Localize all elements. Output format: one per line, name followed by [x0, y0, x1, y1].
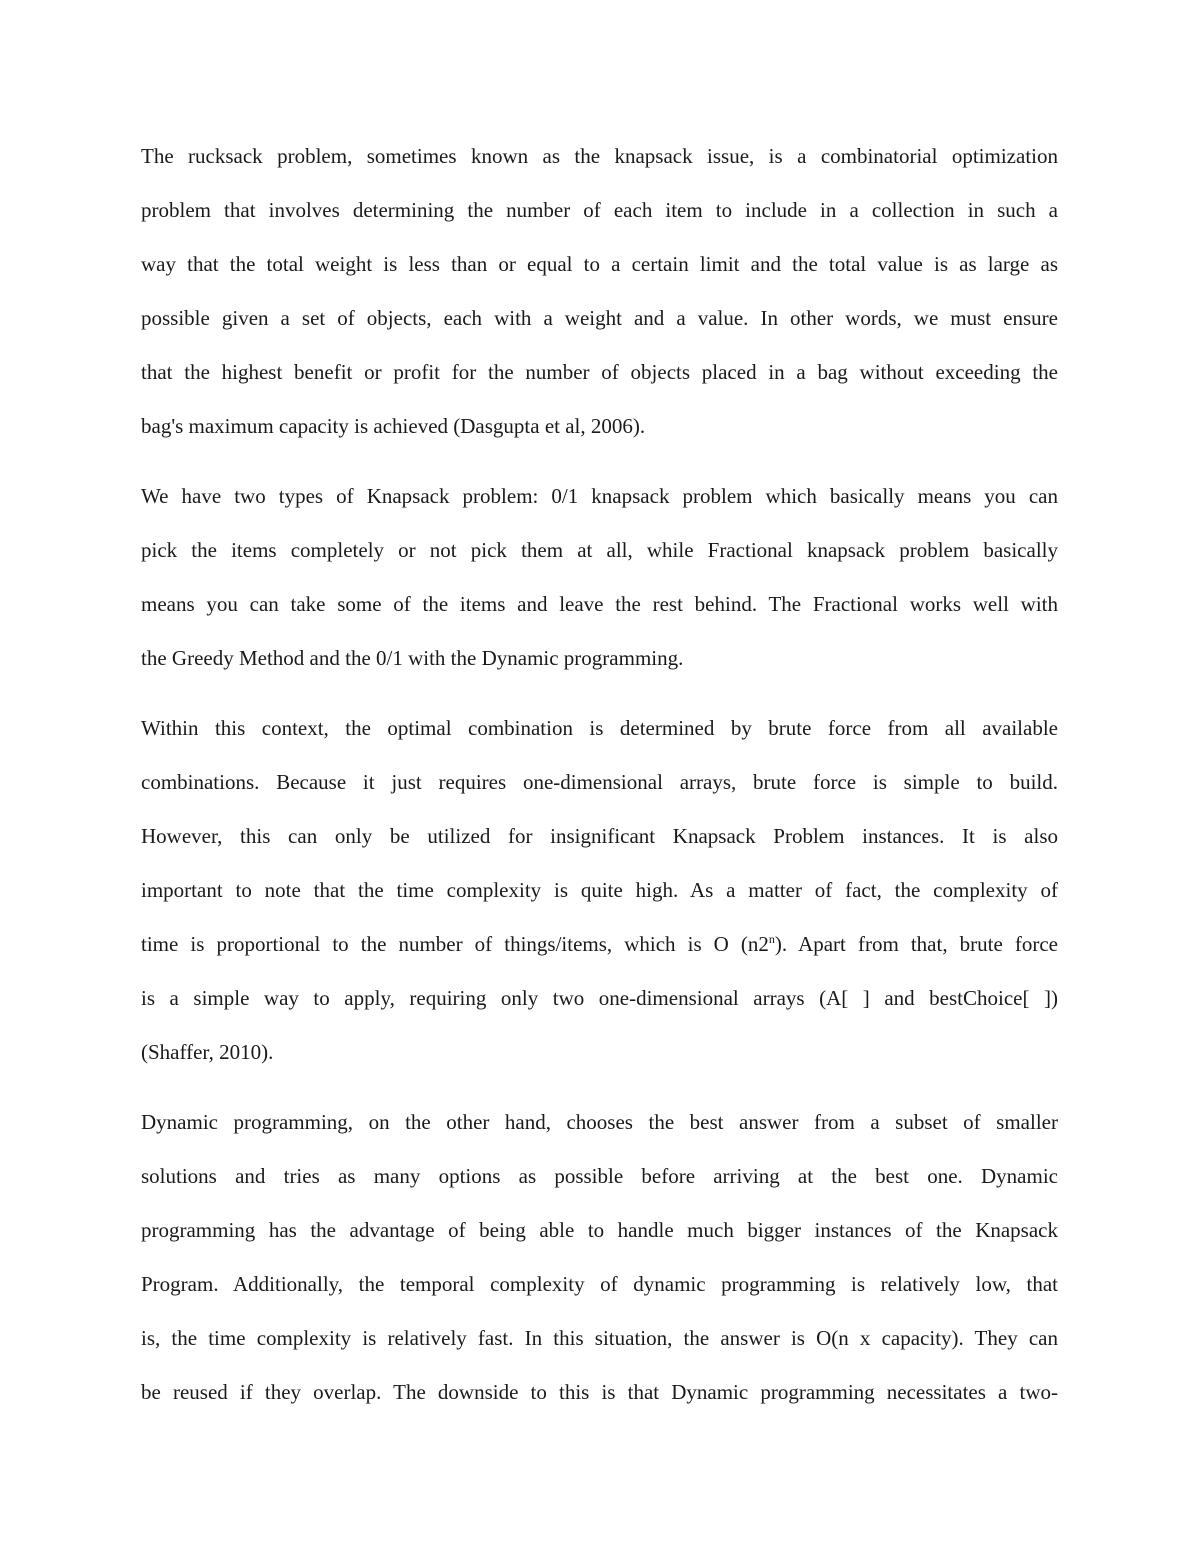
text-line: way that the total weight is less than or equal to a certain limit and the total value is as large as	[141, 252, 1058, 276]
paragraph-knapsack-types	[141, 469, 1058, 685]
text-line: is a simple way to apply, requiring only two one-dimensional arrays (A[ ] and bestChoice[ ])	[141, 986, 1058, 1010]
text-line: problem that involves determining the number of each item to include in a collection in such a	[141, 198, 1058, 222]
paragraph-dynamic-programming	[141, 1095, 1058, 1419]
text-line: solutions and tries as many options as possible before arriving at the best one. Dynamic	[141, 1164, 1058, 1188]
text-line: means you can take some of the items and leave the rest behind. The Fractional works well with	[141, 592, 1058, 616]
text-line: bag's maximum capacity is achieved (Dasgupta et al, 2006).	[141, 414, 646, 438]
superscript-exponent: n	[768, 932, 775, 946]
paragraph-knapsack-definition	[141, 129, 1058, 453]
text-line: combinations. Because it just requires one-dimensional arrays, brute force is simple to build.	[141, 770, 1058, 794]
text-line: possible given a set of objects, each with a weight and a value. In other words, we must ensure	[141, 306, 1058, 330]
text-line: (Shaffer, 2010).	[141, 1040, 274, 1064]
text-line: pick the items completely or not pick them at all, while Fractional knapsack problem basically	[141, 538, 1058, 562]
text-line: important to note that the time complexity is quite high. As a matter of fact, the complexity of	[141, 878, 1058, 902]
text-line: Dynamic programming, on the other hand, chooses the best answer from a subset of smaller	[141, 1110, 1058, 1134]
text-line-with-superscript	[141, 917, 1058, 971]
text-line: programming has the advantage of being able to handle much bigger instances of the Knapsack	[141, 1218, 1058, 1242]
text-segment: ). Apart from that, brute force	[774, 932, 1058, 956]
text-line: is, the time complexity is relatively fast. In this situation, the answer is O(n x capacity). They can	[141, 1326, 1058, 1350]
text-line: the Greedy Method and the 0/1 with the Dynamic programming.	[141, 646, 684, 670]
text-line: Program. Additionally, the temporal complexity of dynamic programming is relatively low, that	[141, 1272, 1058, 1296]
text-line: We have two types of Knapsack problem: 0/1 knapsack problem which basically means you can	[141, 484, 1058, 508]
text-line: The rucksack problem, sometimes known as the knapsack issue, is a combinatorial optimization	[141, 144, 1058, 168]
text-line: Within this context, the optimal combination is determined by brute force from all available	[141, 716, 1058, 740]
text-line: that the highest benefit or profit for the number of objects placed in a bag without exceeding the	[141, 360, 1058, 384]
body-text	[141, 129, 1058, 1435]
text-line: be reused if they overlap. The downside to this is that Dynamic programming necessitates a two-	[141, 1380, 1058, 1404]
text-segment: time is proportional to the number of things/items, which is O (n2	[141, 932, 769, 956]
paragraph-brute-force	[141, 701, 1058, 1079]
text-line: However, this can only be utilized for insignificant Knapsack Problem instances. It is also	[141, 824, 1058, 848]
